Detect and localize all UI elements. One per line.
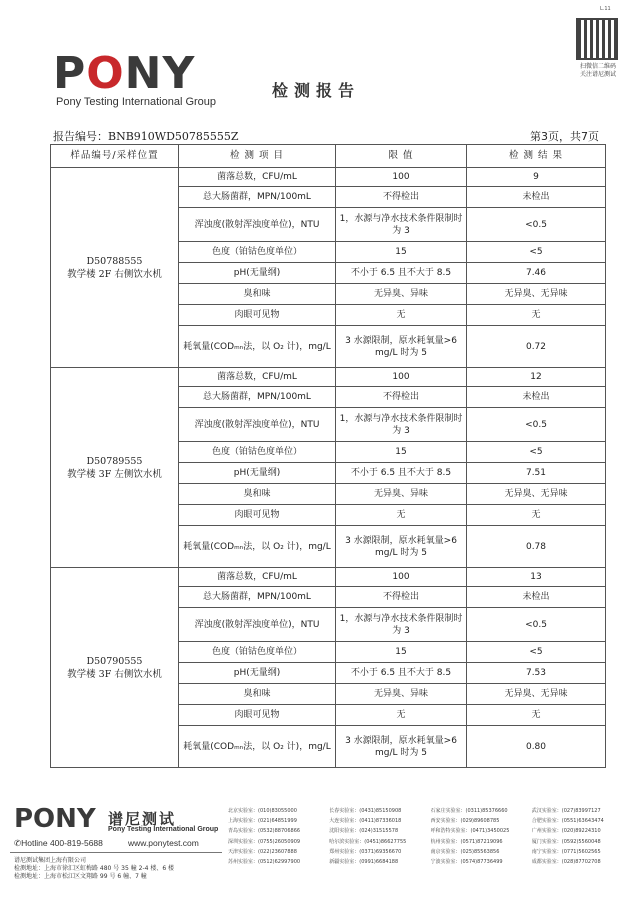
cell-item: 臭和味 bbox=[179, 484, 336, 505]
cell-limit: 无异臭、异味 bbox=[336, 484, 467, 505]
office-item: 北京实验室：(010)83055000 bbox=[228, 808, 297, 814]
cell-limit: 15 bbox=[336, 642, 467, 663]
office-item: 新疆实验室：(0991)6684188 bbox=[329, 859, 399, 866]
office-item: 武汉实验室：(027)83997127 bbox=[531, 808, 601, 814]
cell-result: 7.53 bbox=[467, 663, 606, 684]
cell-item: 耗氧量(CODₘₙ法，以 O₂ 计)，mg/L bbox=[179, 326, 336, 368]
cell-result: 9 bbox=[467, 168, 606, 187]
cell-limit: 100 bbox=[336, 368, 467, 387]
cell-result: 无 bbox=[467, 305, 606, 326]
phone-icon: ✆ bbox=[14, 838, 22, 848]
cell-limit: 无 bbox=[336, 705, 467, 726]
qr-code-icon bbox=[576, 18, 618, 60]
cell-item: 总大肠菌群，MPN/100mL bbox=[179, 387, 336, 408]
cell-item: 肉眼可见物 bbox=[179, 305, 336, 326]
office-item: 大连实验室：(0411)87336018 bbox=[329, 818, 402, 825]
cell-item: 色度（铂钴色度单位） bbox=[179, 642, 336, 663]
cell-item: 菌落总数，CFU/mL bbox=[179, 168, 336, 187]
sample-id: D50788555 bbox=[86, 255, 143, 267]
office-item: 郑州实验室：(0371)69356670 bbox=[329, 848, 402, 855]
office-item: 哈尔滨实验室：(0451)86627755 bbox=[329, 838, 407, 845]
cell-limit: 15 bbox=[336, 442, 467, 463]
cell-item: 总大肠菌群，MPN/100mL bbox=[179, 187, 336, 208]
cell-limit: 无异臭、异味 bbox=[336, 284, 467, 305]
cell-limit: 无 bbox=[336, 305, 467, 326]
cell-item: 浑浊度(散射浑浊度单位)，NTU bbox=[179, 208, 336, 242]
logo-letter-o: O bbox=[86, 48, 125, 99]
table-header-row bbox=[51, 145, 606, 168]
sample-cell bbox=[51, 568, 179, 768]
cell-limit: 100 bbox=[336, 168, 467, 187]
office-item: 上海实验室：(021)64851999 bbox=[228, 818, 297, 825]
corner-mark: L.11 bbox=[600, 6, 611, 12]
cell-result: <5 bbox=[467, 242, 606, 263]
document-title: 检测报告 bbox=[272, 81, 361, 100]
cell-limit: 3 水源限制，原水耗氧量>6 mg/L 时为 5 bbox=[336, 726, 467, 768]
qr-caption: 扫微信二维码 关注谱尼测试 bbox=[579, 63, 616, 78]
office-item: 厦门实验室：(0592)5560048 bbox=[531, 838, 601, 845]
office-item: 石家庄实验室：(0311)85376660 bbox=[430, 808, 508, 814]
cell-limit: 不小于 6.5 且不大于 8.5 bbox=[336, 663, 467, 684]
header-sample: 样品编号/采样位置 bbox=[51, 145, 179, 168]
cell-item: pH(无量纲) bbox=[179, 663, 336, 684]
office-item: 西安实验室：(029)89608785 bbox=[430, 818, 500, 825]
office-item: 沈阳实验室：(024)31515578 bbox=[329, 828, 399, 835]
cell-item: 总大肠菌群，MPN/100mL bbox=[179, 587, 336, 608]
cell-item: 肉眼可见物 bbox=[179, 505, 336, 526]
cell-item: pH(无量纲) bbox=[179, 263, 336, 284]
cell-item: 臭和味 bbox=[179, 684, 336, 705]
sample-id: D50789555 bbox=[86, 455, 143, 467]
cell-item: 菌落总数，CFU/mL bbox=[179, 568, 336, 587]
cell-result: 未检出 bbox=[467, 387, 606, 408]
cell-result: 无异臭、无异味 bbox=[467, 484, 606, 505]
cell-limit: 100 bbox=[336, 568, 467, 587]
cell-item: pH(无量纲) bbox=[179, 463, 336, 484]
cell-result: 未检出 bbox=[467, 187, 606, 208]
footer-brand-en: Pony Testing International Group bbox=[108, 826, 219, 833]
results-table bbox=[50, 144, 606, 768]
cell-result: <5 bbox=[467, 642, 606, 663]
hotline bbox=[14, 838, 103, 849]
office-item: 天津实验室：(022)23607888 bbox=[228, 848, 297, 855]
cell-result: 无异臭、无异味 bbox=[467, 684, 606, 705]
table-body bbox=[51, 168, 606, 768]
cell-item: 臭和味 bbox=[179, 284, 336, 305]
cell-limit: 不小于 6.5 且不大于 8.5 bbox=[336, 263, 467, 284]
office-list bbox=[228, 806, 633, 867]
footer-brand-cn: 谱尼测试 bbox=[108, 810, 177, 828]
footer-divider bbox=[10, 852, 222, 853]
office-item: 成都实验室：(028)87702708 bbox=[531, 859, 601, 866]
cell-limit: 15 bbox=[336, 242, 467, 263]
cell-item: 耗氧量(CODₘₙ法，以 O₂ 计)，mg/L bbox=[179, 726, 336, 768]
sample-location: 教学楼 3F 右侧饮水机 bbox=[67, 668, 162, 680]
cell-result: <0.5 bbox=[467, 408, 606, 442]
office-item: 长春实验室：(0431)85150908 bbox=[329, 808, 402, 814]
cell-limit: 不得检出 bbox=[336, 187, 467, 208]
cell-item: 浑浊度(散射浑浊度单位)，NTU bbox=[179, 608, 336, 642]
cell-result: 未检出 bbox=[467, 587, 606, 608]
cell-limit: 3 水源限制，原水耗氧量>6 mg/L 时为 5 bbox=[336, 526, 467, 568]
report-number: 报告编号：BNB910WD50785555Z bbox=[53, 130, 239, 143]
office-item: 宁波实验室：(0574)87736499 bbox=[430, 859, 503, 866]
sample-id: D50790555 bbox=[86, 655, 143, 667]
cell-limit: 1，水源与净水技术条件限制时为 3 bbox=[336, 608, 467, 642]
sample-location: 教学楼 3F 左侧饮水机 bbox=[67, 468, 162, 480]
cell-limit: 无 bbox=[336, 505, 467, 526]
header-item: 检 测 项 目 bbox=[179, 145, 336, 168]
office-item: 苏州实验室：(0512)62997900 bbox=[228, 859, 301, 866]
cell-item: 耗氧量(CODₘₙ法，以 O₂ 计)，mg/L bbox=[179, 526, 336, 568]
cell-result: 7.46 bbox=[467, 263, 606, 284]
sample-location: 教学楼 2F 右侧饮水机 bbox=[67, 268, 162, 280]
cell-item: 菌落总数，CFU/mL bbox=[179, 368, 336, 387]
cell-item: 浑浊度(散射浑浊度单位)，NTU bbox=[179, 408, 336, 442]
cell-limit: 无异臭、异味 bbox=[336, 684, 467, 705]
logo-letter-p: P bbox=[53, 48, 87, 99]
cell-result: <0.5 bbox=[467, 208, 606, 242]
cell-result: 7.51 bbox=[467, 463, 606, 484]
office-item: 深圳实验室：(0755)26050909 bbox=[228, 838, 301, 845]
footer-logo: PONY bbox=[14, 804, 96, 834]
sample-cell bbox=[51, 168, 179, 368]
office-item: 呼和浩特实验室：(0471)3450025 bbox=[430, 828, 510, 835]
cell-result: <0.5 bbox=[467, 608, 606, 642]
website: www.ponytest.com bbox=[128, 838, 199, 848]
cell-result: 12 bbox=[467, 368, 606, 387]
office-item: 青岛实验室：(0532)88706866 bbox=[228, 828, 301, 835]
page-info: 第3页，共7页 bbox=[530, 130, 599, 143]
cell-result: 无异臭、无异味 bbox=[467, 284, 606, 305]
logo-subtitle: Pony Testing International Group bbox=[56, 96, 217, 108]
cell-result: 13 bbox=[467, 568, 606, 587]
table-row bbox=[51, 568, 606, 587]
office-item: 南宁实验室：(0771)5602565 bbox=[531, 848, 601, 855]
office-item: 杭州实验室：(0571)87219096 bbox=[430, 838, 503, 845]
office-item: 南京实验室：(025)85563856 bbox=[430, 848, 500, 855]
cell-item: 色度（铂钴色度单位） bbox=[179, 242, 336, 263]
cell-limit: 1，水源与净水技术条件限制时为 3 bbox=[336, 408, 467, 442]
cell-limit: 1，水源与净水技术条件限制时为 3 bbox=[336, 208, 467, 242]
cell-result: 无 bbox=[467, 705, 606, 726]
logo-letters-ny: NY bbox=[124, 48, 196, 99]
cell-limit: 不得检出 bbox=[336, 387, 467, 408]
cell-limit: 不得检出 bbox=[336, 587, 467, 608]
cell-result: 无 bbox=[467, 505, 606, 526]
hotline-text: Hotline 400-819-5688 bbox=[21, 838, 103, 848]
cell-result: 0.72 bbox=[467, 326, 606, 368]
cell-item: 肉眼可见物 bbox=[179, 705, 336, 726]
cell-limit: 不小于 6.5 且不大于 8.5 bbox=[336, 463, 467, 484]
table-row bbox=[51, 168, 606, 187]
table-row bbox=[51, 368, 606, 387]
sample-cell bbox=[51, 368, 179, 568]
cell-item: 色度（铂钴色度单位） bbox=[179, 442, 336, 463]
office-item: 合肥实验室：(0551)63643474 bbox=[531, 818, 604, 825]
pony-logo bbox=[53, 48, 196, 99]
cell-limit: 3 水源限制，原水耗氧量>6 mg/L 时为 5 bbox=[336, 326, 467, 368]
cell-result: 0.78 bbox=[467, 526, 606, 568]
header-limit: 限 值 bbox=[336, 145, 467, 168]
footer-company: 谱尼测试集团上海有限公司 检测地址：上海市徐汇区虹梅路 480 号 35 幢 2-4 楼、6 楼 检测地址：上海市松江区文翔路 99 号 6 幢、7 幢 bbox=[14, 857, 175, 880]
cell-result: 0.80 bbox=[467, 726, 606, 768]
cell-result: <5 bbox=[467, 442, 606, 463]
header-result: 检 测 结 果 bbox=[467, 145, 606, 168]
office-item: 广州实验室：(020)89224310 bbox=[531, 828, 601, 835]
